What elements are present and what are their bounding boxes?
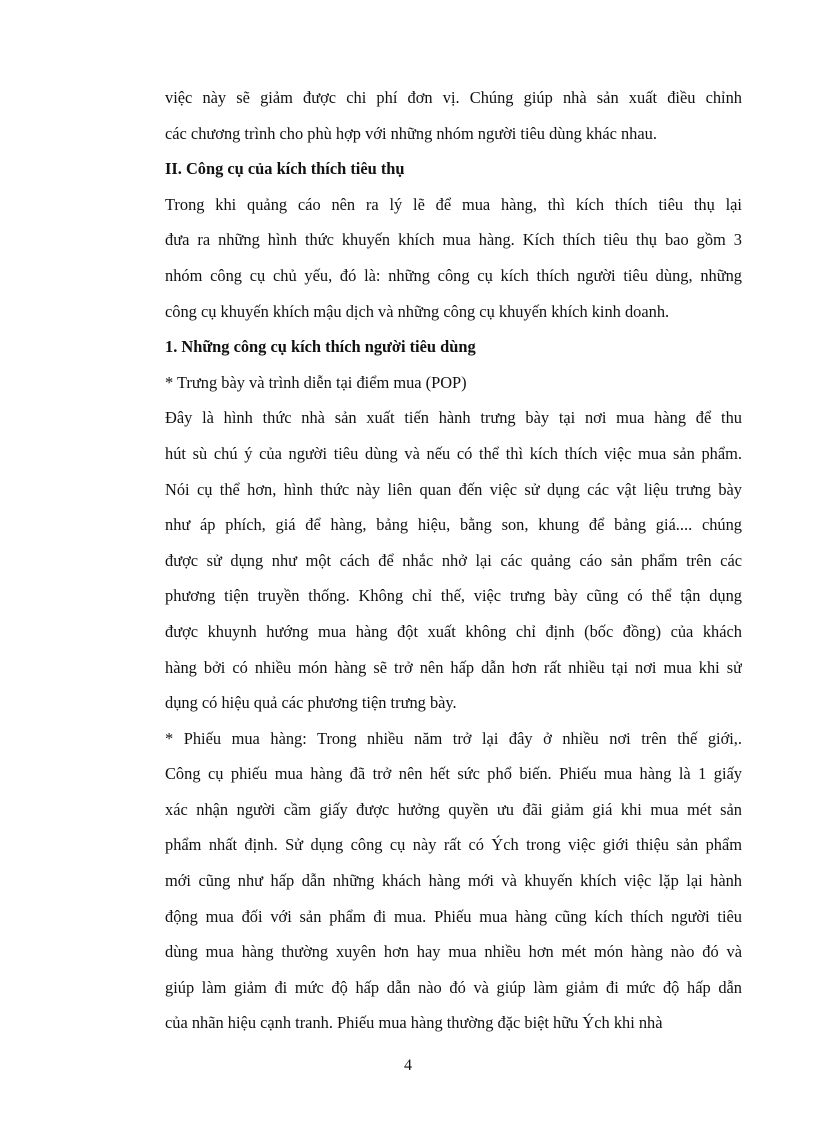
text-line: phẩm nhất định. Sử dụng công cụ này rất có Ých trong việc giới thiệu sản phẩm [165,835,742,855]
text-line: mới cũng như hấp dẫn những khách hàng mới và khuyến khích việc lặp lại hành [165,871,742,891]
text-line: được sử dụng như một cách để nhắc nhở lại các quảng cáo sản phẩm trên các [165,550,742,570]
text-line: của nhãn hiệu cạnh tranh. Phiếu mua hàng thường đặc biệt hữu Ých khi nhà [165,1013,663,1033]
text-line: hàng bởi có nhiều món hàng sẽ trở nên hấp dẫn hơn rất nhiều tại nơi mua khi sử [165,657,742,677]
text-line: Đây là hình thức nhà sản xuất tiến hành trưng bày tại nơi mua hàng để thu [165,408,742,428]
text-line: động mua đối với sản phẩm đi mua. Phiếu mua hàng cũng kích thích người tiêu [165,906,742,926]
text-line: phương tiện truyền thống. Không chỉ thế, việc trưng bày cũng có thể tận dụng [165,586,742,606]
page-number: 4 [404,1057,412,1074]
text-line: như áp phích, giá để hàng, bảng hiệu, bằng son, khung để bảng giá.... chúng [165,515,742,535]
text-line: dùng mua hàng thường xuyên hơn hay mua nhiều hơn mét món hàng nào đó và [165,942,742,962]
text-line: nhóm công cụ chủ yếu, đó là: những công cụ kích thích người tiêu dùng, những [165,265,742,285]
text-line: dụng có hiệu quả các phương tiện trưng bày. [165,693,457,713]
body-text [165,80,742,1041]
text-line: việc này sẽ giảm được chi phí đơn vị. Chúng giúp nhà sản xuất điều chỉnh [165,88,742,107]
text-line: được khuynh hướng mua hàng đột xuất không chỉ định (bốc đồng) của khách [165,621,742,641]
text-line: hút sù chú ý của người tiêu dùng và nếu có thể thì kích thích việc mua sản phẩm. [165,443,742,463]
text-line: đưa ra những hình thức khuyến khích mua hàng. Kích thích tiêu thụ bao gồm 3 [165,230,742,250]
text-line: công cụ khuyến khích mậu dịch và những công cụ khuyến khích kinh doanh. [165,301,670,321]
text-line: Nói cụ thể hơn, hình thức này liên quan đến việc sử dụng các vật liệu trưng bày [165,479,742,499]
bullet-heading: * Trưng bày và trình diễn tại điểm mua (POP) [165,372,467,392]
text-line: các chương trình cho phù hợp với những nhóm người tiêu dùng khác nhau. [165,123,657,143]
text-line: * Phiếu mua hàng: Trong nhiều năm trở lại đây ở nhiều nơi trên thế giới,. [165,728,742,748]
text-line: xác nhận người cầm giấy được hưởng quyền ưu đãi giảm giá khi mua mét sản [165,799,742,819]
text-line: Công cụ phiếu mua hàng đã trở nên hết sức phổ biến. Phiếu mua hàng là 1 giấy [165,764,742,784]
section-heading: II. Công cụ của kích thích tiêu thụ [165,159,405,179]
text-line: giúp làm giảm đi mức độ hấp dẫn nào đó và giúp làm giảm đi mức độ hấp dẫn [165,977,742,997]
subsection-heading: 1. Những công cụ kích thích người tiêu dùng [165,337,476,357]
text-line: Trong khi quảng cáo nên ra lý lẽ để mua hàng, thì kích thích tiêu thụ lại [165,194,742,214]
